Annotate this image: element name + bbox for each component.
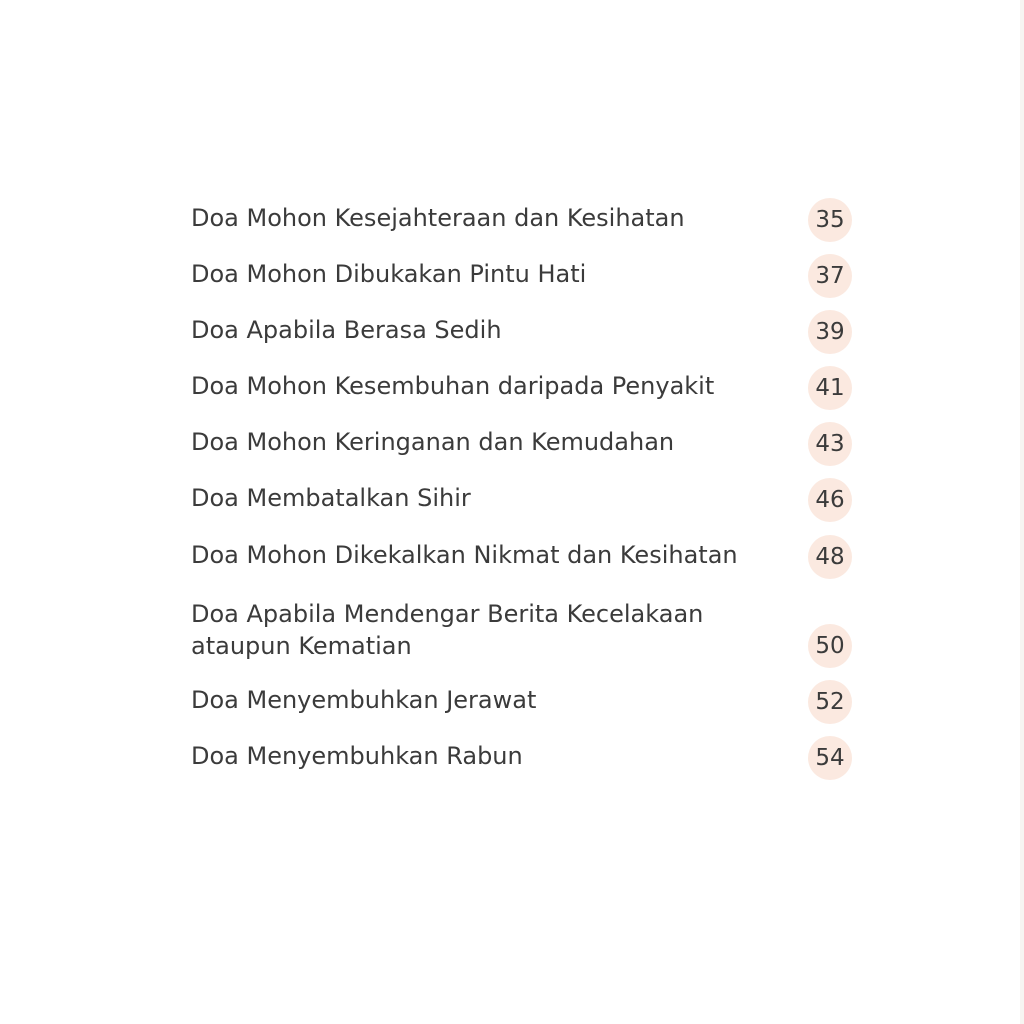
toc-entry-title: Doa Mohon Kesejahteraan dan Kesihatan [191, 204, 685, 232]
toc-entry-title-line: Doa Apabila Mendengar Berita Kecelakaan [191, 600, 704, 628]
toc-page-number: 43 [808, 422, 852, 466]
toc-entry-title: Doa Mohon Dikekalkan Nikmat dan Kesihatan [191, 541, 738, 569]
toc-entry-title-line: ataupun Kematian [191, 632, 412, 660]
toc-entry-title [191, 598, 751, 662]
toc-entry-title: Doa Mohon Keringanan dan Kemudahan [191, 428, 675, 456]
toc-page-number: 37 [808, 254, 852, 298]
toc-page-number: 52 [808, 680, 852, 724]
toc-entry-title: Doa Mohon Kesembuhan daripada Penyakit [191, 372, 715, 400]
toc-page-number: 48 [808, 535, 852, 579]
toc-entry-title: Doa Menyembuhkan Rabun [191, 742, 523, 770]
page-edge [1020, 0, 1024, 1024]
toc-page-number: 46 [808, 478, 852, 522]
toc-page-number: 39 [808, 310, 852, 354]
toc-entry-title: Doa Mohon Dibukakan Pintu Hati [191, 260, 587, 288]
toc-page-number: 35 [808, 198, 852, 242]
toc-entry-title: Doa Apabila Berasa Sedih [191, 316, 502, 344]
toc-page-number: 54 [808, 736, 852, 780]
toc-entry-title: Doa Membatalkan Sihir [191, 484, 471, 512]
toc-page-number: 41 [808, 366, 852, 410]
toc-page-number: 50 [808, 624, 852, 668]
toc-entry-title: Doa Menyembuhkan Jerawat [191, 686, 537, 714]
